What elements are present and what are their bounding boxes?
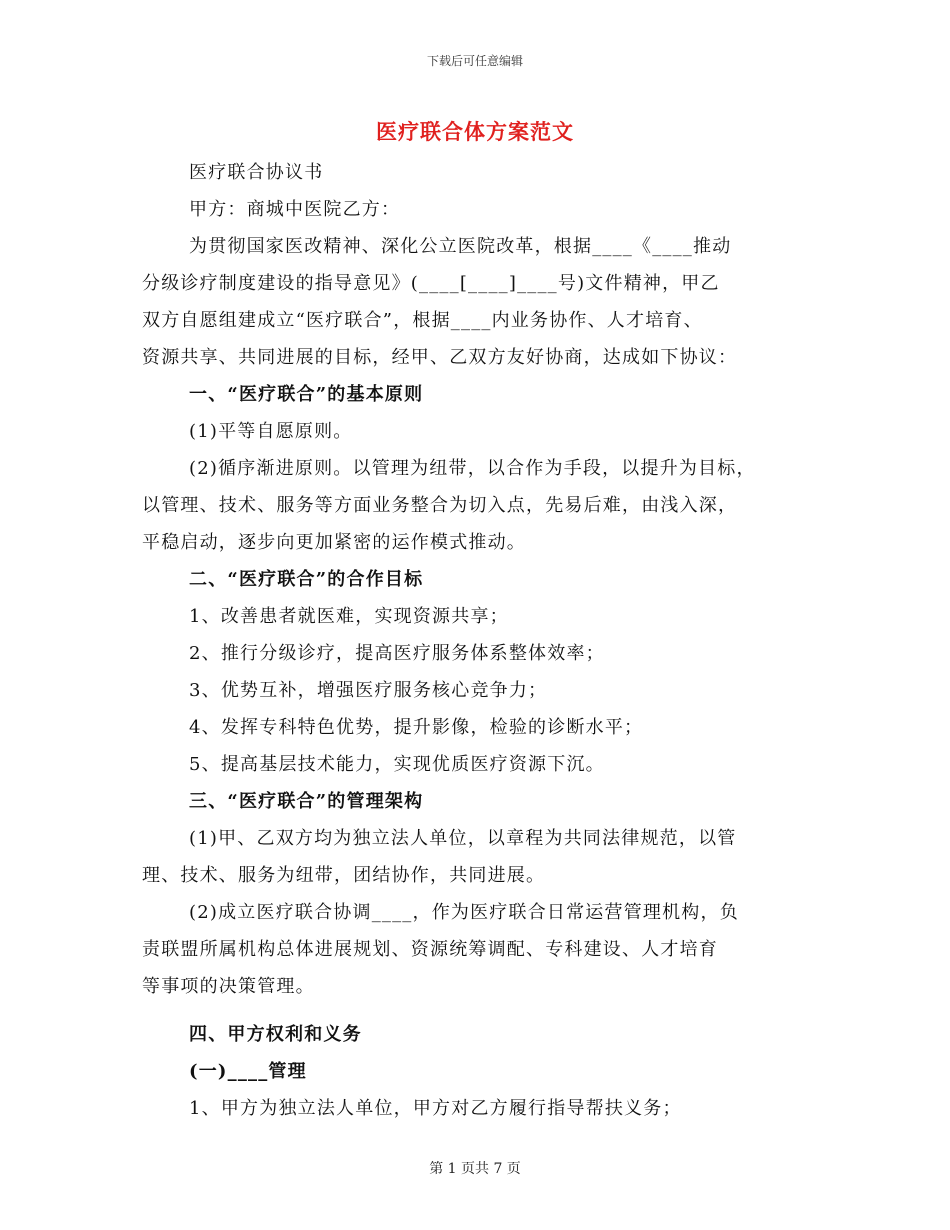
page-number: 第 1 页共 7 页 <box>429 1161 521 1177</box>
section-heading-2: 二、“医疗联合”的合作目标 <box>189 569 424 590</box>
section-heading-1: 一、“医疗联合”的基本原则 <box>189 384 424 405</box>
list-item: 1、甲方为独立法人单位，甲方对乙方履行指导帮扶义务； <box>189 1098 682 1119</box>
paragraph-line: 等事项的决策管理。 <box>142 976 315 997</box>
agreement-name: 医疗联合协议书 <box>189 162 324 183</box>
section-heading-3: 三、“医疗联合”的管理架构 <box>189 791 424 812</box>
list-item: 5、提高基层技术能力，实现优质医疗资源下沉。 <box>189 754 605 775</box>
paragraph-line: 资源共享、共同进展的目标，经甲、乙双方友好协商，达成如下协议： <box>142 347 738 368</box>
list-item: (1)甲、乙双方均为独立法人单位，以章程为共同法律规范，以管 <box>189 828 737 849</box>
parties-line: 甲方：商城中医院乙方： <box>189 199 401 220</box>
page-header-note: 下载后可任意编辑 <box>426 54 523 68</box>
spacer <box>142 1005 810 1016</box>
paragraph-line: 责联盟所属机构总体进展规划、资源统筹调配、专科建设、人才培育 <box>142 939 718 960</box>
list-item: (2)循序渐进原则。以管理为纽带，以合作为手段，以提升为目标， <box>189 458 756 479</box>
list-item: 3、优势互补，增强医疗服务核心竞争力； <box>189 680 548 701</box>
list-item: 2、推行分级诊疗，提高医疗服务体系整体效率； <box>189 643 605 664</box>
paragraph-line: 平稳启动，逐步向更加紧密的运作模式推动。 <box>142 532 526 553</box>
list-item: (2)成立医疗联合协调____，作为医疗联合日常运营管理机构，负 <box>189 902 739 923</box>
paragraph-line: 双方自愿组建成立“医疗联合”，根据____内业务协作、人才培育、 <box>142 310 703 331</box>
document-body <box>142 154 810 1127</box>
list-item: 1、改善患者就医难，实现资源共享； <box>189 606 509 627</box>
document-title: 医疗联合体方案范文 <box>376 119 574 144</box>
paragraph-line: 以管理、技术、服务等方面业务整合为切入点，先易后难，由浅入深， <box>142 495 738 516</box>
subsection-heading: (一)____管理 <box>189 1061 307 1082</box>
paragraph-line: 分级诊疗制度建设的指导意见》(____[____]____号)文件精神，甲乙 <box>142 273 720 294</box>
list-item: (1)平等自愿原则。 <box>189 421 353 442</box>
section-heading-4: 四、甲方权利和义务 <box>189 1024 362 1045</box>
list-item: 4、发挥专科特色优势，提升影像，检验的诊断水平； <box>189 717 644 738</box>
paragraph-line: 理、技术、服务为纽带，团结协作，共同进展。 <box>142 865 546 886</box>
paragraph-line: 为贯彻国家医改精神、深化公立医院改革，根据____《____推动 <box>189 236 732 257</box>
